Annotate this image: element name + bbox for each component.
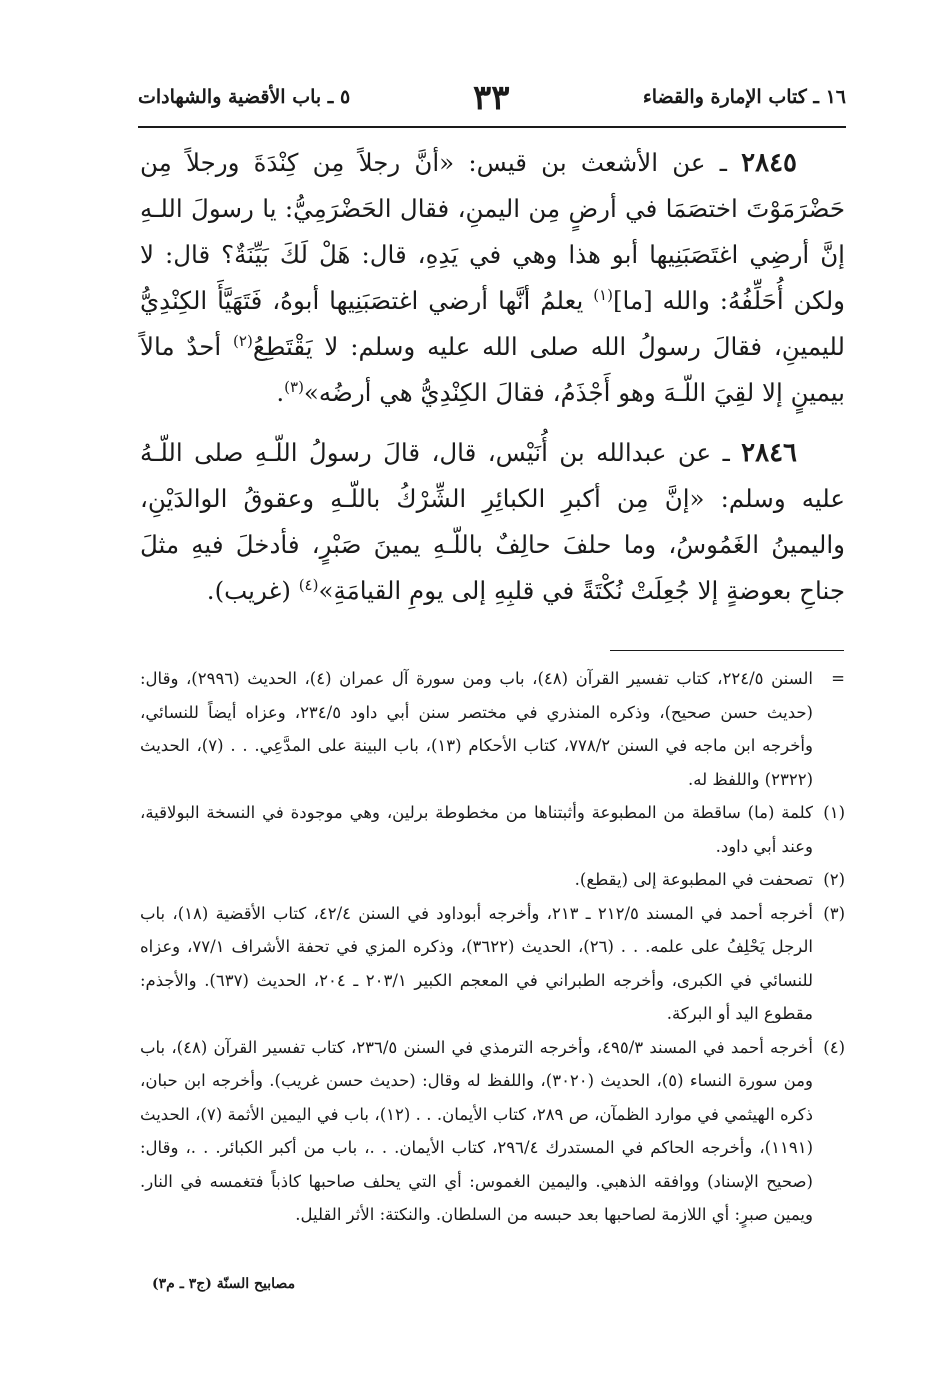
footnotes xyxy=(140,662,845,1232)
hadith-2845 xyxy=(140,140,845,416)
hadith-text-cont: يعلمُ أنَّها أرضي اغتصَبَنِيها أبوهُ، فَتَهَيَّأَ الكِنْدِيُّ لليمينِ، فقالَ رسولُ الله صلى الله عليه وسلم: لا يَقْتَطِعُ xyxy=(140,286,845,361)
footnote-marker: (١) xyxy=(593,285,613,304)
footnote-item xyxy=(140,662,845,796)
footnote-label: (١) xyxy=(823,803,845,822)
running-header xyxy=(138,78,846,124)
footnote-marker: (٤) xyxy=(298,575,319,594)
main-text xyxy=(140,140,845,628)
hadith-number: ٢٨٤٥ xyxy=(741,148,797,178)
hadith-grade: (غريب). xyxy=(206,576,299,605)
hadith-text-end: . xyxy=(276,378,285,407)
header-divider xyxy=(138,126,846,128)
hadith-2846 xyxy=(140,430,845,614)
footnote-marker: (٢) xyxy=(233,331,253,350)
footnote-label: = xyxy=(831,669,845,688)
hadith-text-cont: أحدٌ مالاً بيمينٍ إلا لقِيَ اللّـهَ وهو أَجْذَمُ، فقالَ الكِنْدِيُّ هي أرضُه» xyxy=(140,332,845,407)
footnote-separator xyxy=(610,650,844,651)
footnote-text: السنن ٢٢٤/٥، كتاب تفسير القرآن (٤٨)، باب ومن سورة آل عمران (٤)، الحديث (٢٩٩٦)، وقال: (حديث حسن صحيح)، وذكره المنذري في مختصر سنن أبي داود ٢٣٤/٥، وعزاه أيضاً للنسائي، وأخرجه ابن ماجه في السنن ٧٧٨/٢، كتاب الأحكام (١٣)، باب البينة على المدَّعِي. . . (٧)، الحديث (٢٣٢٢) واللفظ له. xyxy=(140,669,813,789)
footnote-label: (٤) xyxy=(823,1037,845,1057)
hadith-text: ـ عن الأشعث بن قيس: «أنَّ رجلاً مِن كِنْدَةَ ورجلاً مِن حَضْرَمَوْتَ اختصَمَا في أرضٍ مِن اليمنِ، فقال الحَضْرَمِيُّ: يا رسولَ اللـهِ إنَّ أرضِي اغتَصَبَنِيها أبو هذا وهي في يَدِهِ، قال: هَلْ لَكَ بَيِّنَةٌ؟ قال: لا ولكن أُحَلِّفُهُ: والله [ما] xyxy=(140,148,845,315)
page-number: ٣٣ xyxy=(473,78,510,118)
footnote-item xyxy=(140,863,845,897)
footnote-label: (٢) xyxy=(823,870,845,889)
hadith-number: ٢٨٤٦ xyxy=(741,438,797,468)
section-title: ٥ ـ باب الأقضية والشهادات xyxy=(138,86,351,108)
footnote-label: (٣) xyxy=(823,903,845,923)
footnote-text: تصحفت في المطبوعة إلى (يقطع). xyxy=(574,870,813,889)
footnote-text: كلمة (ما) ساقطة من المطبوعة وأثبتناها من مخطوطة برلين، وهي موجودة في النسخة البولاقية، وعند أبي داود. xyxy=(140,803,813,856)
footnote-text: أخرجه أحمد في المسند ٢١٢/٥ ـ ٢١٣، وأخرجه أبوداود في السنن ٤٢/٤، كتاب الأقضية (١٨)، باب الرجل يَحْلِفُ على علمه. . . (٢٦)، الحديث (٣٦٢٢)، وذكره المزي في تحفة الأشراف ٧٧/١، وعزاه للنسائي في الكبرى، وأخرجه الطبراني في المعجم الكبير ٢٠٣/١ ـ ٢٠٤، الحديث (٦٣٧). والأجذم: مقطوع اليد أو البركة. xyxy=(140,903,814,1023)
footnote-item xyxy=(140,897,845,1031)
footnote-text: أخرجه أحمد في المسند ٤٩٥/٣، وأخرجه الترمذي في السنن ٢٣٦/٥، كتاب تفسير القرآن (٤٨)، باب ومن سورة النساء (٥)، الحديث (٣٠٢٠)، واللفظ له وقال: (حديث حسن غريب). وأخرجه ابن حبان، ذكره الهيثمي في موارد الظمآن، ص ٢٨٩، كتاب الأيمان. . . (١٢)، باب في اليمين الأثمة (٧)، الحديث (١١٩١)، وأخرجه الحاكم في المستدرك ٢٩٦/٤، كتاب الأيمان. . .، باب من أكبر الكبائر. . .، وقال: (صحيح الإسناد) ووافقه الذهبي. واليمين الغموس: أي التي يحلف صاحبها كاذباً فتغمسه في النار. ويمين صبرٍ: أي اللازمة لصاحبها بعد حبسه من السلطان. والنكتة: الأثر القليل. xyxy=(140,1037,814,1224)
footnote-item xyxy=(140,796,845,863)
chapter-title: ١٦ ـ كتاب الإمارة والقضاء xyxy=(642,86,846,108)
footnote-item xyxy=(140,1031,845,1232)
signature-mark: مصابيح السنّة (ج٣ ـ م٣) xyxy=(152,1276,296,1292)
footnote-marker: (٣) xyxy=(284,377,304,396)
hadith-text: ـ عن عبدالله بن أُنَيْس، قال، قالَ رسولُ اللّـهِ صلى اللّـهُ عليه وسلم: «إنَّ مِن أكبرِ الكبائِرِ الشِّرْكُ باللّـهِ وعقوقُ الوالدَيْنِ، واليمينُ الغَمُوسُ، وما حلفَ حالِفٌ باللّـهِ يمينَ صَبْرٍ، فأدخلَ فيهِ مثلَ جناحِ بعوضةٍ إلا جُعِلَتْ نُكْتَةً في قلبِهِ إلى يومِ القيامَةِ» xyxy=(140,438,845,605)
